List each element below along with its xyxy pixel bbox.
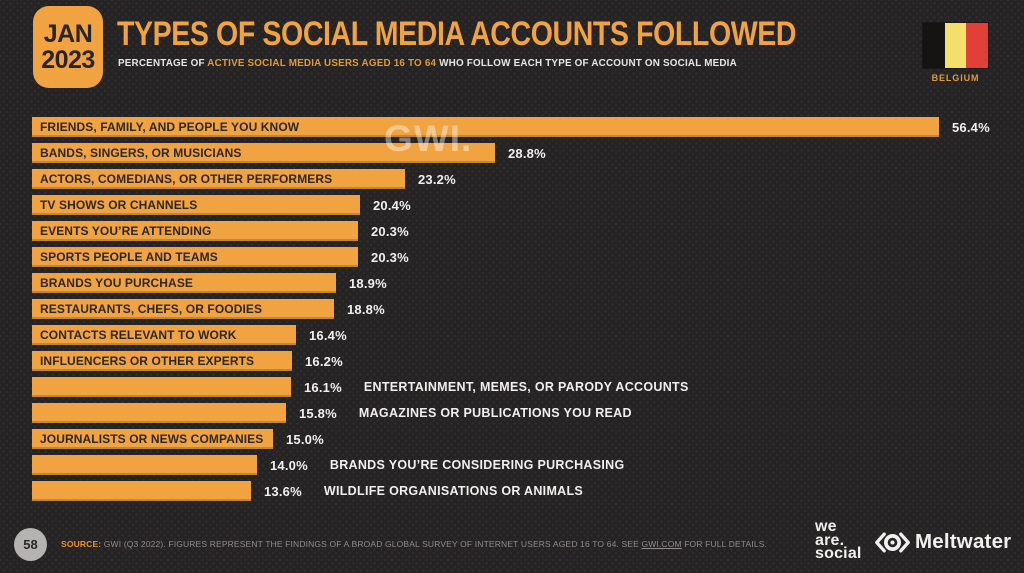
- bar: [32, 403, 286, 423]
- bar-category-label: BANDS, SINGERS, OR MUSICIANS: [40, 146, 242, 160]
- bar-category-label: CONTACTS RELEVANT TO WORK: [40, 328, 237, 342]
- we-are-social-line2: are.: [815, 531, 845, 549]
- bar-category-label: RESTAURANTS, CHEFS, OR FOODIES: [40, 302, 263, 316]
- bar: [32, 195, 360, 215]
- page-subtitle: [118, 57, 737, 69]
- bar-chart: [32, 117, 990, 507]
- meltwater-logo: [874, 530, 1011, 554]
- we-are-social-line3: social: [815, 545, 862, 562]
- bar: [32, 169, 405, 189]
- bar: [32, 117, 939, 137]
- bar-category-label: BRANDS YOU PURCHASE: [40, 276, 194, 290]
- source-link: GWI.COM: [641, 539, 682, 549]
- source-text-1: GWI (Q3 2022). FIGURES REPRESENT THE FINDINGS OF A BROAD GLOBAL SURVEY OF INTERNET USERS AGED 16 TO 64. SEE: [101, 539, 642, 549]
- bar-row: [32, 117, 990, 137]
- bar-value-label: 16.1%: [304, 379, 342, 395]
- subtitle-prefix: PERCENTAGE OF: [118, 57, 208, 69]
- bar: [32, 247, 358, 267]
- bar-value-label: 20.4%: [373, 197, 411, 213]
- gwi-watermark: GWI.: [384, 118, 473, 159]
- we-are-social-line1: we: [815, 518, 837, 535]
- bar-row: [32, 195, 990, 215]
- bar-value-label: 15.0%: [286, 431, 324, 447]
- bar-category-label: FRIENDS, FAMILY, AND PEOPLE YOU KNOW: [40, 120, 300, 134]
- bar-category-label-outside: BRANDS YOU’RE CONSIDERING PURCHASING: [329, 458, 625, 472]
- bar-value-label: 13.6%: [264, 483, 302, 499]
- bar-category-label-outside: MAGAZINES OR PUBLICATIONS YOU READ: [358, 406, 632, 420]
- bar-row: [32, 299, 990, 319]
- bar-value-label: 28.8%: [508, 145, 546, 161]
- source-note: [61, 539, 767, 549]
- bar: [32, 351, 292, 371]
- bar-row: [32, 247, 990, 267]
- bar: [32, 377, 291, 397]
- bar-category-label-outside: WILDLIFE ORGANISATIONS OR ANIMALS: [323, 484, 584, 498]
- bar-row: [32, 403, 990, 423]
- bar-row: [32, 377, 990, 397]
- bar-value-label: 14.0%: [270, 457, 308, 473]
- date-badge: [33, 6, 103, 88]
- source-label: SOURCE:: [61, 539, 102, 549]
- bar-value-label: 56.4%: [952, 119, 990, 135]
- page-number-badge: [14, 528, 47, 561]
- country-label: BELGIUM: [931, 73, 980, 83]
- bar-row: [32, 481, 990, 501]
- bar: [32, 325, 296, 345]
- bar: [32, 429, 273, 449]
- bar-value-label: 15.8%: [299, 405, 337, 421]
- meltwater-wordmark: Meltwater: [915, 530, 1012, 553]
- subtitle-suffix: WHO FOLLOW EACH TYPE OF ACCOUNT ON SOCIAL MEDIA: [436, 57, 737, 69]
- bar-value-label: 23.2%: [418, 171, 456, 187]
- bar-row: [32, 429, 990, 449]
- bar-category-label: EVENTS YOU’RE ATTENDING: [40, 224, 212, 238]
- bar-row: [32, 169, 990, 189]
- subtitle-highlight: ACTIVE SOCIAL MEDIA USERS AGED 16 TO 64: [207, 57, 437, 69]
- bar: [32, 299, 334, 319]
- bar-category-label: TV SHOWS OR CHANNELS: [40, 198, 198, 212]
- bar-category-label: JOURNALISTS OR NEWS COMPANIES: [40, 432, 264, 446]
- bar: [32, 273, 336, 293]
- bar-value-label: 16.2%: [305, 353, 343, 369]
- bar-category-label: INFLUENCERS OR OTHER EXPERTS: [40, 354, 255, 368]
- page-number: 58: [23, 537, 38, 552]
- bar-value-label: 18.9%: [349, 275, 387, 291]
- meltwater-eye-icon: [874, 531, 911, 554]
- bar: [32, 455, 257, 475]
- we-are-social-logo: [815, 520, 862, 561]
- bar-row: [32, 221, 990, 241]
- bar-row: [32, 351, 990, 371]
- bar-row: [32, 325, 990, 345]
- date-month: JAN: [43, 19, 93, 48]
- flag-stripe-0: [923, 23, 945, 68]
- bar-row: [32, 455, 990, 475]
- source-text-2: FOR FULL DETAILS.: [681, 539, 768, 549]
- flag-stripe-1: [945, 23, 967, 68]
- page-title: TYPES OF SOCIAL MEDIA ACCOUNTS FOLLOWED: [117, 15, 797, 53]
- bar-value-label: 20.3%: [371, 249, 409, 265]
- bar-row: [32, 273, 990, 293]
- bar-row: [32, 143, 990, 163]
- bar: [32, 481, 251, 501]
- bar-category-label: ACTORS, COMEDIANS, OR OTHER PERFORMERS: [40, 172, 333, 186]
- date-year: 2023: [41, 46, 95, 74]
- bar-category-label-outside: ENTERTAINMENT, MEMES, OR PARODY ACCOUNTS: [363, 380, 689, 394]
- flag-stripe-2: [966, 23, 988, 68]
- bar: [32, 221, 358, 241]
- bar-value-label: 18.8%: [347, 301, 385, 317]
- bar-value-label: 20.3%: [371, 223, 409, 239]
- bar-category-label: SPORTS PEOPLE AND TEAMS: [40, 250, 218, 264]
- bar-value-label: 16.4%: [309, 327, 347, 343]
- belgium-flag-icon: [923, 23, 988, 68]
